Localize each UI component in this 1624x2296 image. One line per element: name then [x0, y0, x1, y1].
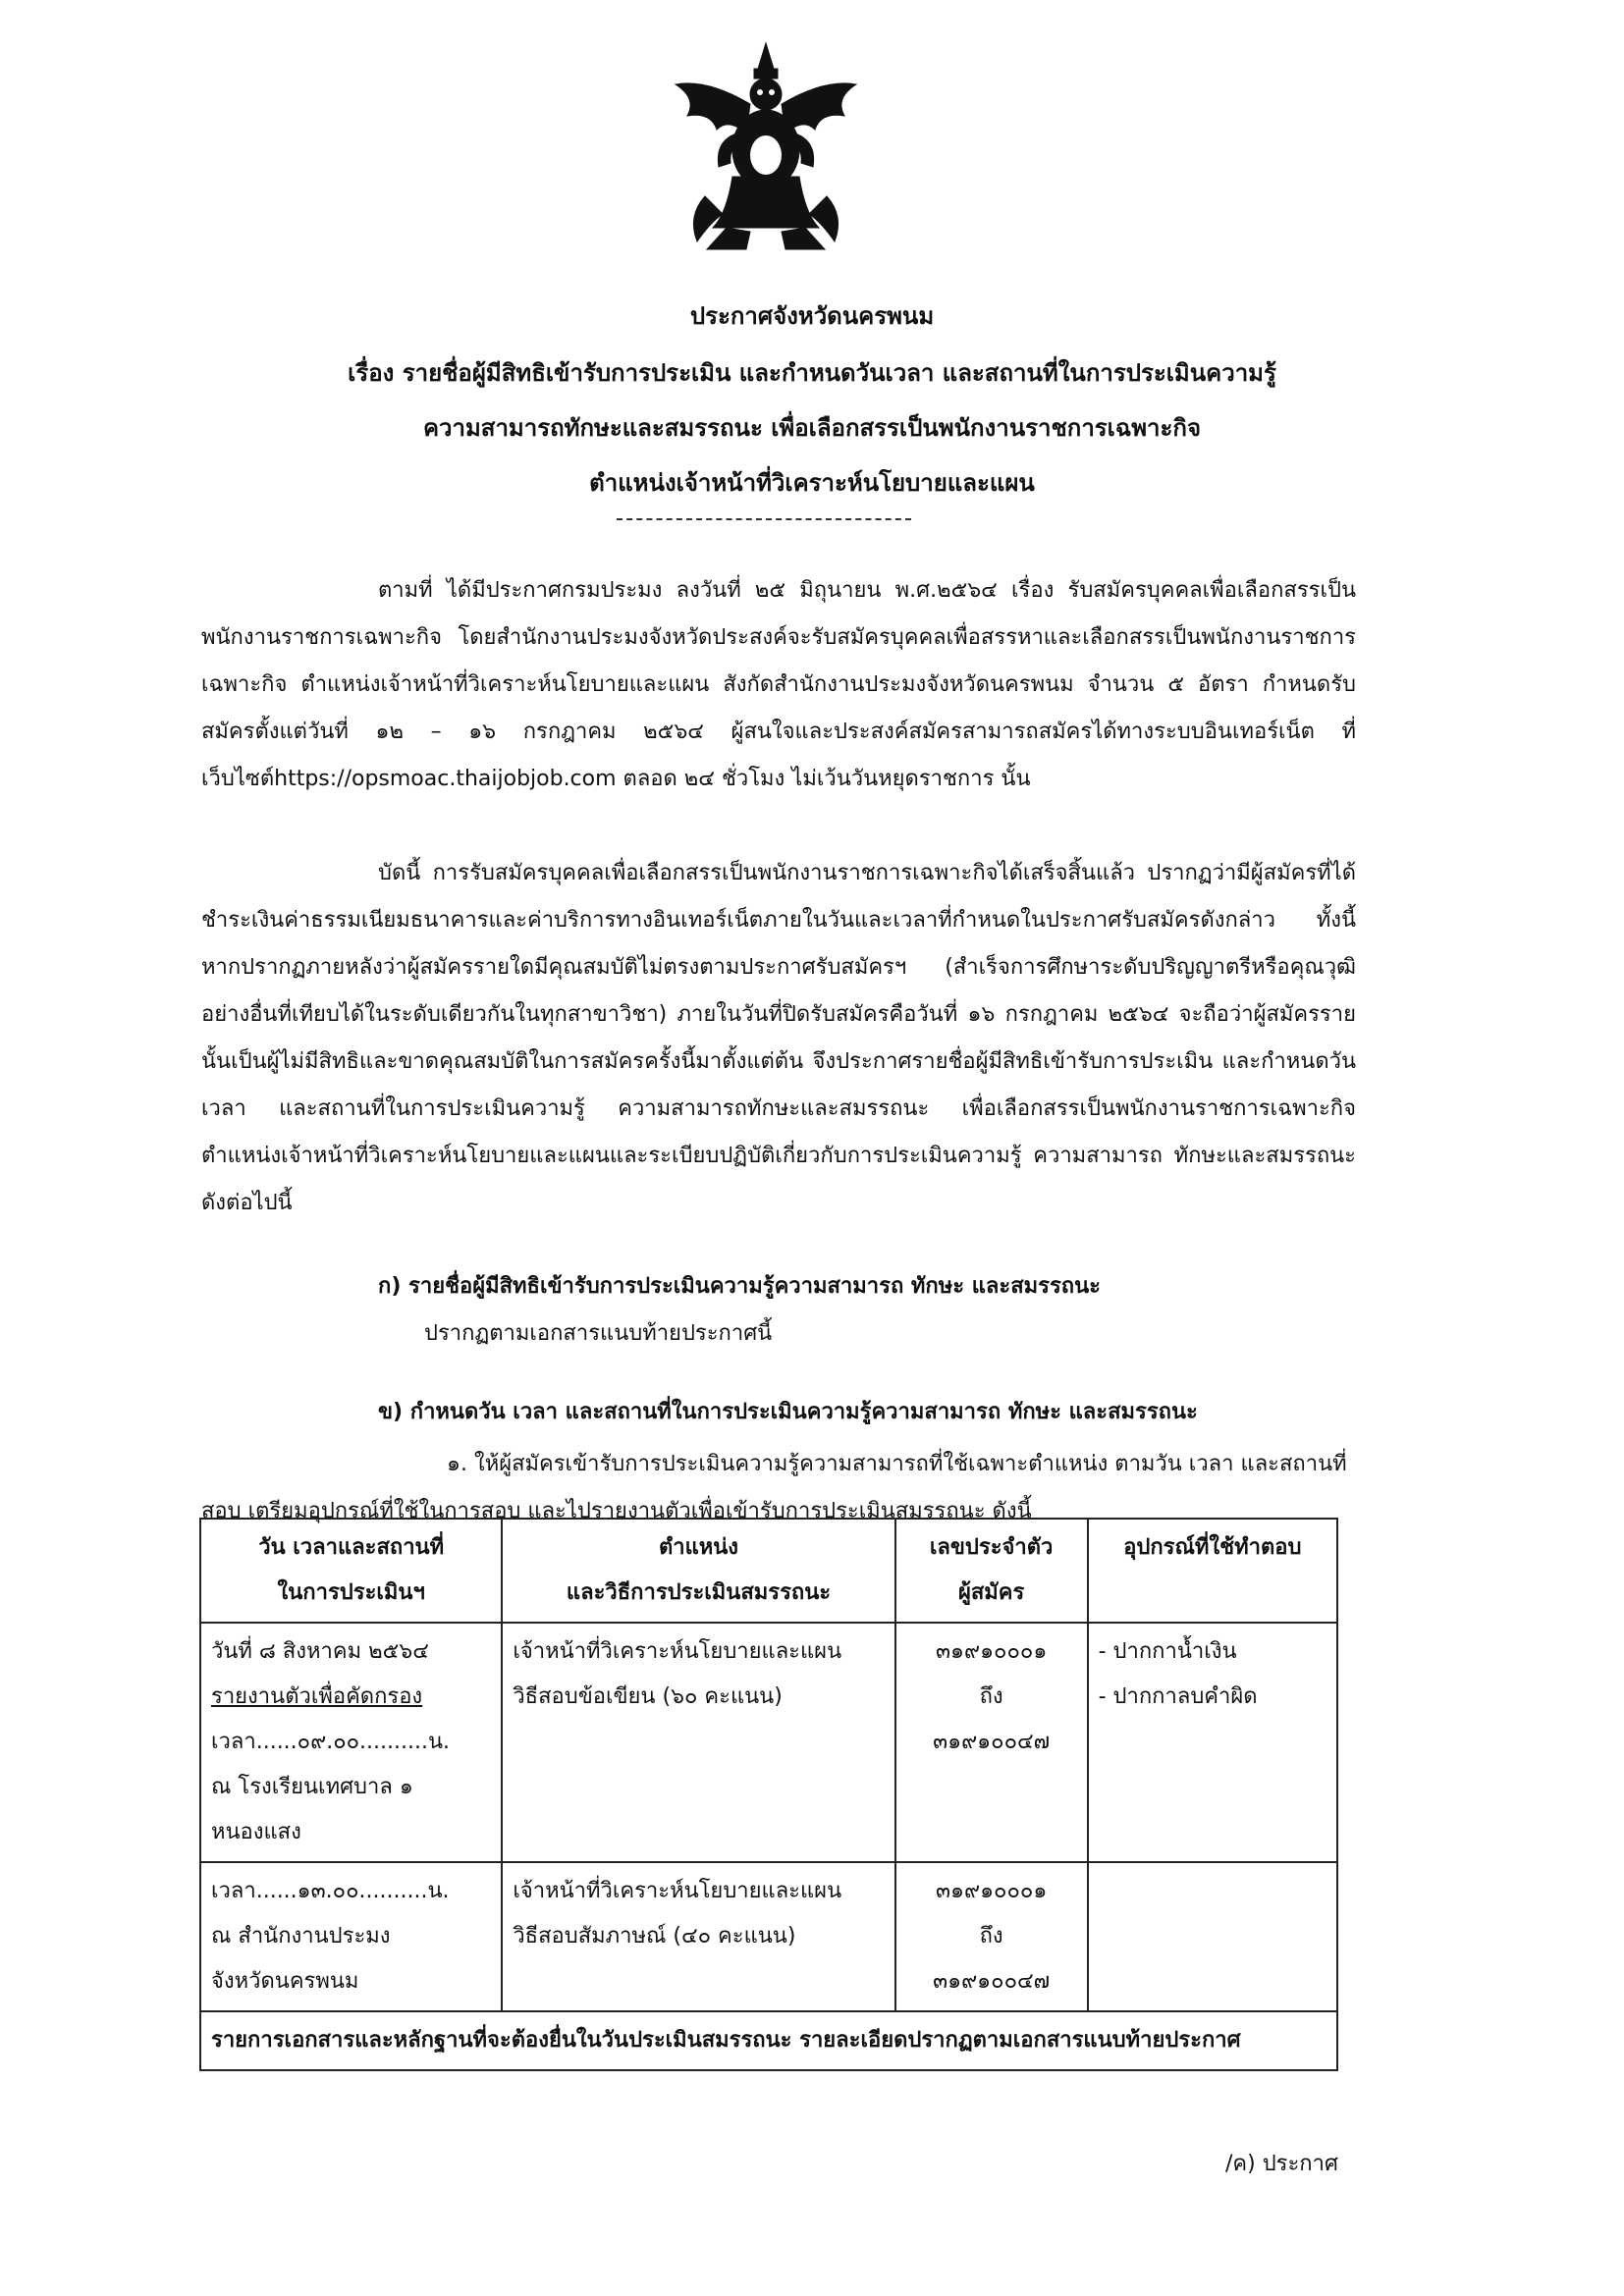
table-row: [200, 1862, 1337, 2011]
report-note: รายงานตัวเพื่อคัดกรอง: [211, 1684, 423, 1709]
garuda-emblem-icon: [668, 39, 864, 255]
header-text: อุปกรณ์ที่ใช้ทำตอบ: [1123, 1535, 1302, 1560]
exam-place: จังหวัดนครพนม: [211, 1969, 359, 1994]
exam-place: ณ โรงเรียนเทศบาล ๑: [211, 1775, 413, 1799]
id-range-label: ถึง: [979, 1924, 1003, 1949]
section-a-heading: ก) รายชื่อผู้มีสิทธิเข้ารับการประเมินความรู้ความสามารถ ทักษะ และสมรรถนะ: [378, 1274, 1101, 1299]
subject-line-3: ตำแหน่งเจ้าหน้าที่วิเคราะห์นโยบายและแผน: [589, 469, 1035, 497]
paragraph-1: ตามที่ ได้มีประกาศกรมประมง ลงวันที่ ๒๕ มิถุนายน พ.ศ.๒๕๖๔ เรื่อง รับสมัครบุคคลเพื่อเลือกสรรเป็นพนักงานราชการเฉพาะกิจ โดยสำนักงานประมงจังหวัดประสงค์จะรับสมัครบุคคลเพื่อสรรหาและเลือกสรรเป็นพนักงานราชการเฉพาะกิจ ตำแหน่งเจ้าหน้าที่วิเคราะห์นโยบายและแผน สังกัดสำนักงานประมงจังหวัดนครพนม จำนวน ๕ อัตรา กำหนดรับสมัครตั้งแต่วันที่ ๑๒ – ๑๖ กรกฎาคม ๒๕๖๔ ผู้สนใจและประสงค์สมัครสามารถสมัครได้ทางระบบอินเทอร์เน็ต ที่เว็บไซต์https://opsmoac.thaijobjob.com ตลอด ๒๔ ชั่วโมง ไม่เว้นวันหยุดราชการ นั้น: [201, 578, 1356, 791]
header-text: และวิธีการประเมินสมรรถนะ: [566, 1580, 832, 1605]
exam-method: วิธีสอบสัมภาษณ์ (๔๐ คะแนน): [513, 1924, 796, 1949]
header-text: วัน เวลาและสถานที่: [258, 1535, 445, 1560]
header-text: ตำแหน่ง: [658, 1535, 739, 1560]
section-a-detail: ปรากฏตามเอกสารแนบท้ายประกาศนี้: [424, 1321, 773, 1346]
equipment-item: - ปากกาลบคำผิด: [1098, 1684, 1258, 1709]
id-from: ๓๑๙๑๐๐๐๑: [935, 1639, 1048, 1664]
cell-date-place: [200, 1623, 502, 1862]
exam-method: วิธีสอบข้อเขียน (๖๐ คะแนน): [513, 1684, 783, 1709]
documents-note: รายการเอกสารและหลักฐานที่จะต้องยื่นในวันประเมินสมรรถนะ รายละเอียดปรากฏตามเอกสารแนบท้ายประกาศ: [200, 2011, 1337, 2070]
section-b-heading: ข) กำหนดวัน เวลา และสถานที่ในการประเมินความรู้ความสามารถ ทักษะ และสมรรถนะ: [378, 1400, 1198, 1424]
id-to: ๓๑๙๑๐๐๔๗: [933, 1730, 1051, 1754]
id-from: ๓๑๙๑๐๐๐๑: [935, 1879, 1048, 1903]
header-applicant-id: [895, 1519, 1088, 1623]
header-position: [502, 1519, 894, 1623]
header-equipment: [1088, 1519, 1337, 1623]
section-b-item-1: ๑. ให้ผู้สมัครเข้ารับการประเมินความรู้ความสามารถที่ใช้เฉพาะตำแหน่ง ตามวัน เวลา และสถานที่สอบ เตรียมอุปกรณ์ที่ใช้ในการสอบ และไปรายงานตัวเพื่อเข้ารับการประเมินสมรรถนะ ดังนี้: [201, 1452, 1347, 1523]
table-footer-row: [200, 2011, 1337, 2070]
dashed-divider: [617, 518, 911, 520]
table-row: [200, 1623, 1337, 1862]
cell-date-place: [200, 1862, 502, 2011]
header-date-place: [200, 1519, 502, 1623]
continuation-marker: /ค) ประกาศ: [1225, 2152, 1338, 2176]
header-text: ในการประเมินฯ: [277, 1580, 425, 1605]
cell-equipment: [1088, 1862, 1337, 2011]
equipment-item: - ปากกาน้ำเงิน: [1098, 1639, 1237, 1664]
exam-place: หนองแสง: [211, 1820, 301, 1844]
id-to: ๓๑๙๑๐๐๔๗: [933, 1969, 1051, 1994]
paragraph-2: บัดนี้ การรับสมัครบุคคลเพื่อเลือกสรรเป็นพนักงานราชการเฉพาะกิจได้เสร็จสิ้นแล้ว ปรากฏว่ามีผู้สมัครที่ได้ชำระเงินค่าธรรมเนียมธนาคารและค่าบริการทางอินเทอร์เน็ตภายในวันและเวลาที่กำหนดในประกาศรับสมัครดังกล่าว ทั้งนี้ หากปรากฏภายหลังว่าผู้สมัครรายใดมีคุณสมบัติไม่ตรงตามประกาศรับสมัครฯ (สำเร็จการศึกษาระดับปริญญาตรีหรือคุณวุฒิอย่างอื่นที่เทียบได้ในระดับเดียวกันในทุกสาขาวิชา) ภายในวันที่ปิดรับสมัครคือวันที่ ๑๖ กรกฎาคม ๒๕๖๔ จะถือว่าผู้สมัครรายนั้นเป็นผู้ไม่มีสิทธิและขาดคุณสมบัติในการสมัครครั้งนี้มาตั้งแต่ต้น จึงประกาศรายชื่อผู้มีสิทธิเข้ารับการประเมิน และกำหนดวันเวลา และสถานที่ในการประเมินความรู้ ความสามารถทักษะและสมรรถนะ เพื่อเลือกสรรเป็นพนักงานราชการเฉพาะกิจ ตำแหน่งเจ้าหน้าที่วิเคราะห์นโยบายและแผนและระเบียบปฏิบัติเกี่ยวกับการประเมินความรู้ ความสามารถ ทักษะและสมรรถนะ ดังต่อไปนี้: [201, 861, 1356, 1215]
header-text: ผู้สมัคร: [957, 1580, 1025, 1605]
position-name: เจ้าหน้าที่วิเคราะห์นโยบายและแผน: [513, 1879, 842, 1903]
exam-place: ณ สำนักงานประมง: [211, 1924, 391, 1949]
cell-applicant-id: [895, 1862, 1088, 2011]
document-title: ประกาศจังหวัดนครพนม: [689, 302, 935, 330]
cell-equipment: [1088, 1623, 1337, 1862]
subject-line-1: เรื่อง รายชื่อผู้มีสิทธิเข้ารับการประเมิน และกำหนดวันเวลา และสถานที่ในการประเมินความรู้: [348, 359, 1276, 387]
subject-line-2: ความสามารถทักษะและสมรรถนะ เพื่อเลือกสรรเป็นพนักงานราชการเฉพาะกิจ: [422, 414, 1202, 442]
cell-position: [502, 1862, 894, 2011]
header-text: เลขประจำตัว: [929, 1535, 1054, 1560]
id-range-label: ถึง: [979, 1684, 1003, 1709]
exam-time: เวลา......๑๓.๐๐..........น.: [211, 1879, 450, 1903]
exam-date: วันที่ ๘ สิงหาคม ๒๕๖๔: [211, 1639, 429, 1664]
position-name: เจ้าหน้าที่วิเคราะห์นโยบายและแผน: [513, 1639, 842, 1664]
table-header-row: [200, 1519, 1337, 1623]
exam-time: เวลา......๐๙.๐๐..........น.: [211, 1730, 451, 1754]
cell-applicant-id: [895, 1623, 1088, 1862]
cell-position: [502, 1623, 894, 1862]
schedule-table: [199, 1518, 1338, 2071]
